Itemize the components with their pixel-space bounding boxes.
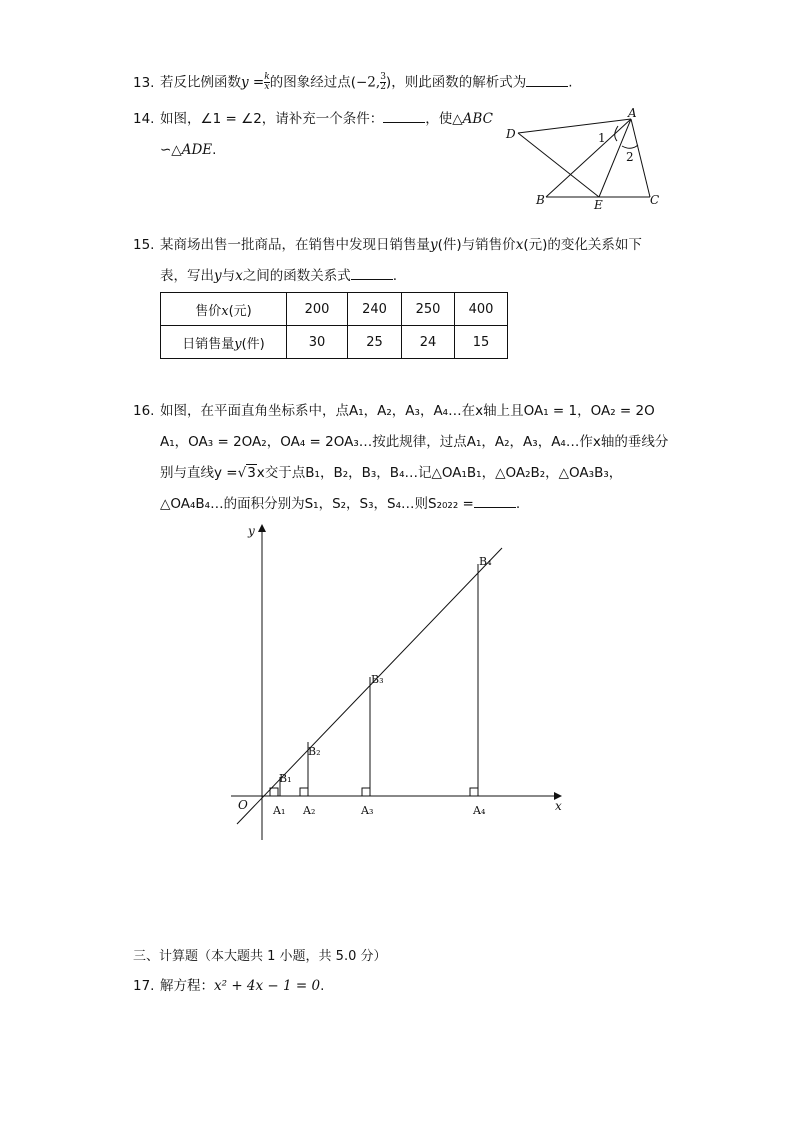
question-14-line2: ∽△ADE.	[160, 142, 217, 158]
question-15-line2: 表，写出y与x之间的函数关系式 .	[160, 268, 398, 284]
question-16: 16. 如图，在平面直角坐标系中，点A₁，A₂，A₃，A₄…在x轴上且OA₁ = 1，OA₂ = 2O	[133, 403, 655, 419]
label-B: B	[536, 193, 545, 207]
label-A: A	[628, 106, 637, 120]
answer-blank[interactable]	[526, 74, 568, 87]
label-A3: A₃	[361, 804, 374, 817]
sqrt-radicand: 3	[247, 465, 256, 481]
equation: x² + 4x − 1 = 0	[214, 978, 321, 994]
answer-blank[interactable]	[474, 495, 516, 508]
table-row	[161, 293, 508, 326]
right-angle-A3	[362, 788, 370, 796]
question-number: 13.	[133, 74, 155, 91]
table-row	[161, 326, 508, 359]
label-A1: A₁	[273, 804, 286, 817]
question-number: 14.	[133, 111, 155, 127]
question-number: 15.	[133, 237, 155, 253]
price-sales-table	[160, 292, 508, 359]
q13-text-mid: 的图象经过点(	[269, 74, 356, 91]
label-y: y	[248, 524, 255, 538]
row-header-price: 售价x(元)	[161, 293, 287, 326]
table-cell: 250	[402, 293, 455, 326]
row-header-sales: 日销售量y(件)	[161, 326, 287, 359]
label-O: O	[238, 798, 248, 812]
table-cell: 200	[287, 293, 348, 326]
segment-AC	[631, 119, 650, 197]
q13-fraction: $\frac{k}{x}$	[264, 72, 270, 92]
q14-triangle-abc: ABC	[462, 111, 493, 127]
label-B1: B₁	[279, 772, 292, 785]
answer-blank[interactable]	[383, 110, 425, 123]
table-cell: 400	[455, 293, 508, 326]
table-cell: 240	[348, 293, 402, 326]
q14-similar-sign: ∽△	[160, 142, 182, 158]
label-A2: A₂	[303, 804, 316, 817]
q13-point-x: −2,	[355, 74, 381, 91]
question-15: 15. 某商场出售一批商品，在销售中发现日销售量y(件)与销售价x(元)的变化关系如下	[133, 237, 642, 253]
q14-line1-post: ，使△	[425, 111, 463, 127]
segment-AB	[546, 119, 631, 197]
label-E: E	[594, 198, 603, 212]
right-angle-A4	[470, 788, 478, 796]
q16-coordinate-graph	[225, 520, 575, 845]
section-heading: 三、计算题（本大题共 1 小题，共 5.0 分）	[133, 949, 387, 964]
label-D: D	[506, 127, 516, 141]
question-16-line4: △OA₄B₄…的面积分别为S₁，S₂，S₃，S₄…则S₂₀₂₂ = .	[160, 496, 521, 512]
question-number: 16.	[133, 403, 155, 419]
label-x: x	[555, 799, 562, 813]
label-angle-2: 2	[626, 150, 634, 164]
table-cell: 30	[287, 326, 348, 359]
label-A4: A₄	[473, 804, 486, 817]
segment-DA	[518, 119, 631, 133]
angle-2-arc	[622, 145, 638, 148]
answer-blank[interactable]	[351, 267, 393, 280]
question-17: 17. 解方程：x² + 4x − 1 = 0.	[133, 978, 325, 994]
label-B4: B₄	[479, 555, 492, 568]
label-angle-1: 1	[598, 131, 606, 145]
question-16-line3: 别与直线y =√3x交于点B₁，B₂，B₃，B₄…记△OA₁B₁，△OA₂B₂，△OA₃B₃，	[160, 465, 623, 481]
q13-func-lhs: y =	[241, 74, 265, 91]
segment-DE	[518, 133, 599, 197]
q13-text-post: )，则此函数的解析式为	[385, 74, 527, 91]
question-13: 13. 若反比例函数y = $\frac{k}{x}$ 的图象经过点(−2, $\frac{3}{2}$ )，则此函数的解析式为 .	[133, 72, 573, 92]
q14-triangle-figure	[500, 105, 670, 215]
label-C: C	[650, 193, 660, 207]
right-angle-A2	[300, 788, 308, 796]
label-B3: B₃	[371, 673, 384, 686]
question-14	[133, 110, 493, 128]
right-angle-A1	[270, 788, 278, 796]
table-cell: 25	[348, 326, 402, 359]
question-16-line2: A₁，OA₃ = 2OA₂，OA₄ = 2OA₃…按此规律，过点A₁，A₂，A₃，A₄…作x轴的垂线分	[160, 434, 669, 450]
q13-point-fraction: $\frac{3}{2}$	[380, 72, 386, 92]
q14-line1-pre: 如图，∠1 = ∠2，请补充一个条件：	[160, 111, 384, 127]
label-B2: B₂	[308, 745, 321, 758]
table-cell: 24	[402, 326, 455, 359]
q14-triangle-ade: ADE	[181, 142, 213, 158]
q13-text-pre: 若反比例函数	[160, 74, 241, 91]
question-number: 17.	[133, 978, 155, 994]
table-cell: 15	[455, 326, 508, 359]
angle-1-arc	[615, 126, 618, 141]
